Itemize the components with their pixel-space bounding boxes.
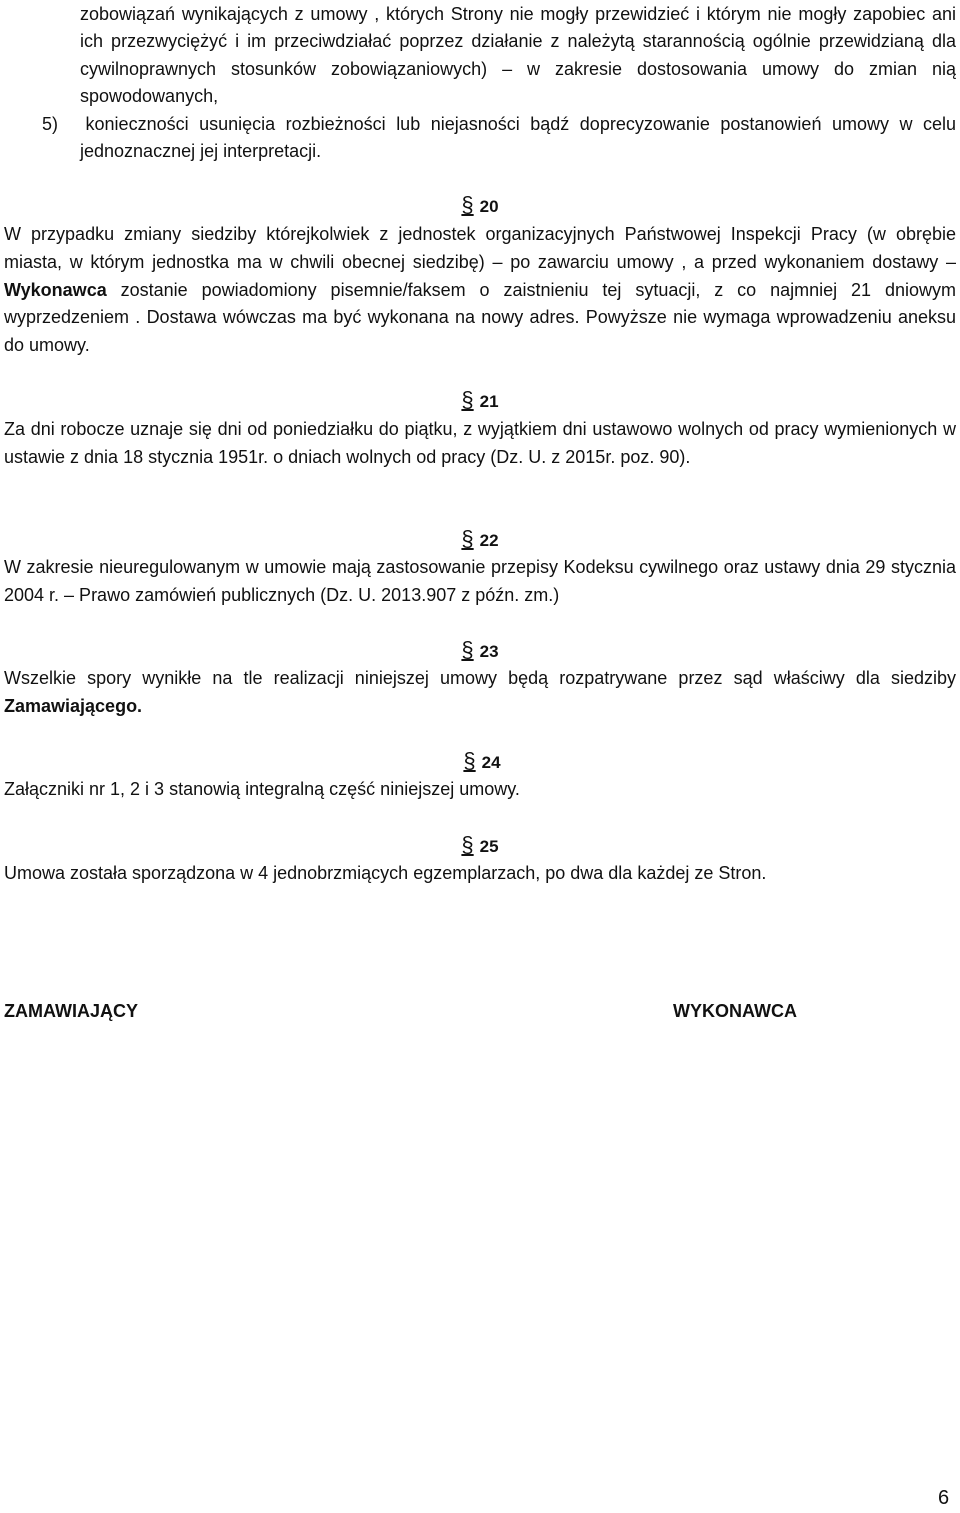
section-number: 24 [481,753,501,772]
section-heading-21 [420,388,540,414]
list-item-5-number: 5) [42,113,59,134]
section-number: 22 [479,531,499,550]
section-symbol: § [461,832,474,857]
section-symbol: § [461,387,474,412]
section-23-text [4,665,956,721]
section-23-text-part1: Wszelkie spory wynikłe na tle realizacji niniejszej umowy będą rozpatrywane przez sąd właściwy dla siedziby [4,668,956,688]
section-25-text: Umowa została sporządzona w 4 jednobrzmiących egzemplarzach, po dwa dla każdej ze Stron. [4,863,767,883]
section-heading-25 [420,833,540,859]
section-20-text-part1: W przypadku zmiany siedziby którejkolwiek z jednostek organizacyjnych Państwowej Inspekcji Pracy (w obrębie miasta, w którym jednostka ma w chwili obecnej siedzibę) – po zawarciu umowy , a przed wykonaniem dostawy – [4,224,956,272]
section-24-text: Załączniki nr 1, 2 i 3 stanowią integralną część niniejszej umowy. [4,779,520,799]
section-heading-20 [420,193,540,219]
signature-contractor: WYKONAWCA [673,1001,797,1021]
section-20-text [4,221,956,360]
ordering-party-term: Zamawiającego. [4,695,143,716]
section-number: 25 [479,837,499,856]
section-symbol: § [463,748,476,773]
section-20-text-part2: zostanie powiadomiony pisemnie/faksem o zaistnieniu tej sytuacji, z co najmniej 21 dniowym wyprzedzeniem . Dostawa wówczas ma być wykonana na nowy adres. Powyższe nie wymaga wprowadzeniu aneksu do umowy. [4,279,956,356]
page-number: 6 [938,1487,950,1509]
list-item-5-text: konieczności usunięcia rozbieżności lub niejasności bądź doprecyzowanie postanowień umowy w celu jednoznacznej jej interpretacji. [80,113,956,162]
section-21-text: Za dni robocze uznaje się dni od poniedziałku do piątku, z wyjątkiem dni ustawowo wolnych od pracy wymienionych w ustawie z dnia 18 stycznia 1951r. o dniach wolnych od pracy (Dz. U. z 2015r. poz. 90). [4,419,956,467]
section-22-text: W zakresie nieuregulowanym w umowie mają zastosowanie przepisy Kodeksu cywilnego oraz ustawy dnia 29 stycznia 2004 r. – Prawo zamówień publicznych (Dz. U. 2013.907 z późn. zm.) [4,557,956,605]
section-heading-23 [420,638,540,664]
list-item-5 [42,111,956,166]
section-symbol: § [461,637,474,662]
section-symbol: § [461,192,474,217]
continued-paragraph [42,1,956,165]
section-number: 23 [479,642,499,661]
section-heading-22 [420,527,540,553]
contractor-term: Wykonawca [4,279,107,300]
section-symbol: § [461,526,474,551]
signature-ordering-party: ZAMAWIAJĄCY [4,1001,138,1021]
section-heading-24 [422,749,542,775]
section-number: 20 [479,197,499,216]
continued-text: zobowiązań wynikających z umowy , których Strony nie mogły przewidzieć i którym nie mogły zapobiec ani ich przezwyciężyć i im przeciwdziałać poprzez działanie z należytą starannością ogólnie przewidzianą dla cywilnoprawnych stosunków zobowiązaniowych) – w zakresie dostosowania umowy do zmian nią spowodowanych, [80,4,956,107]
section-number: 21 [479,392,499,411]
